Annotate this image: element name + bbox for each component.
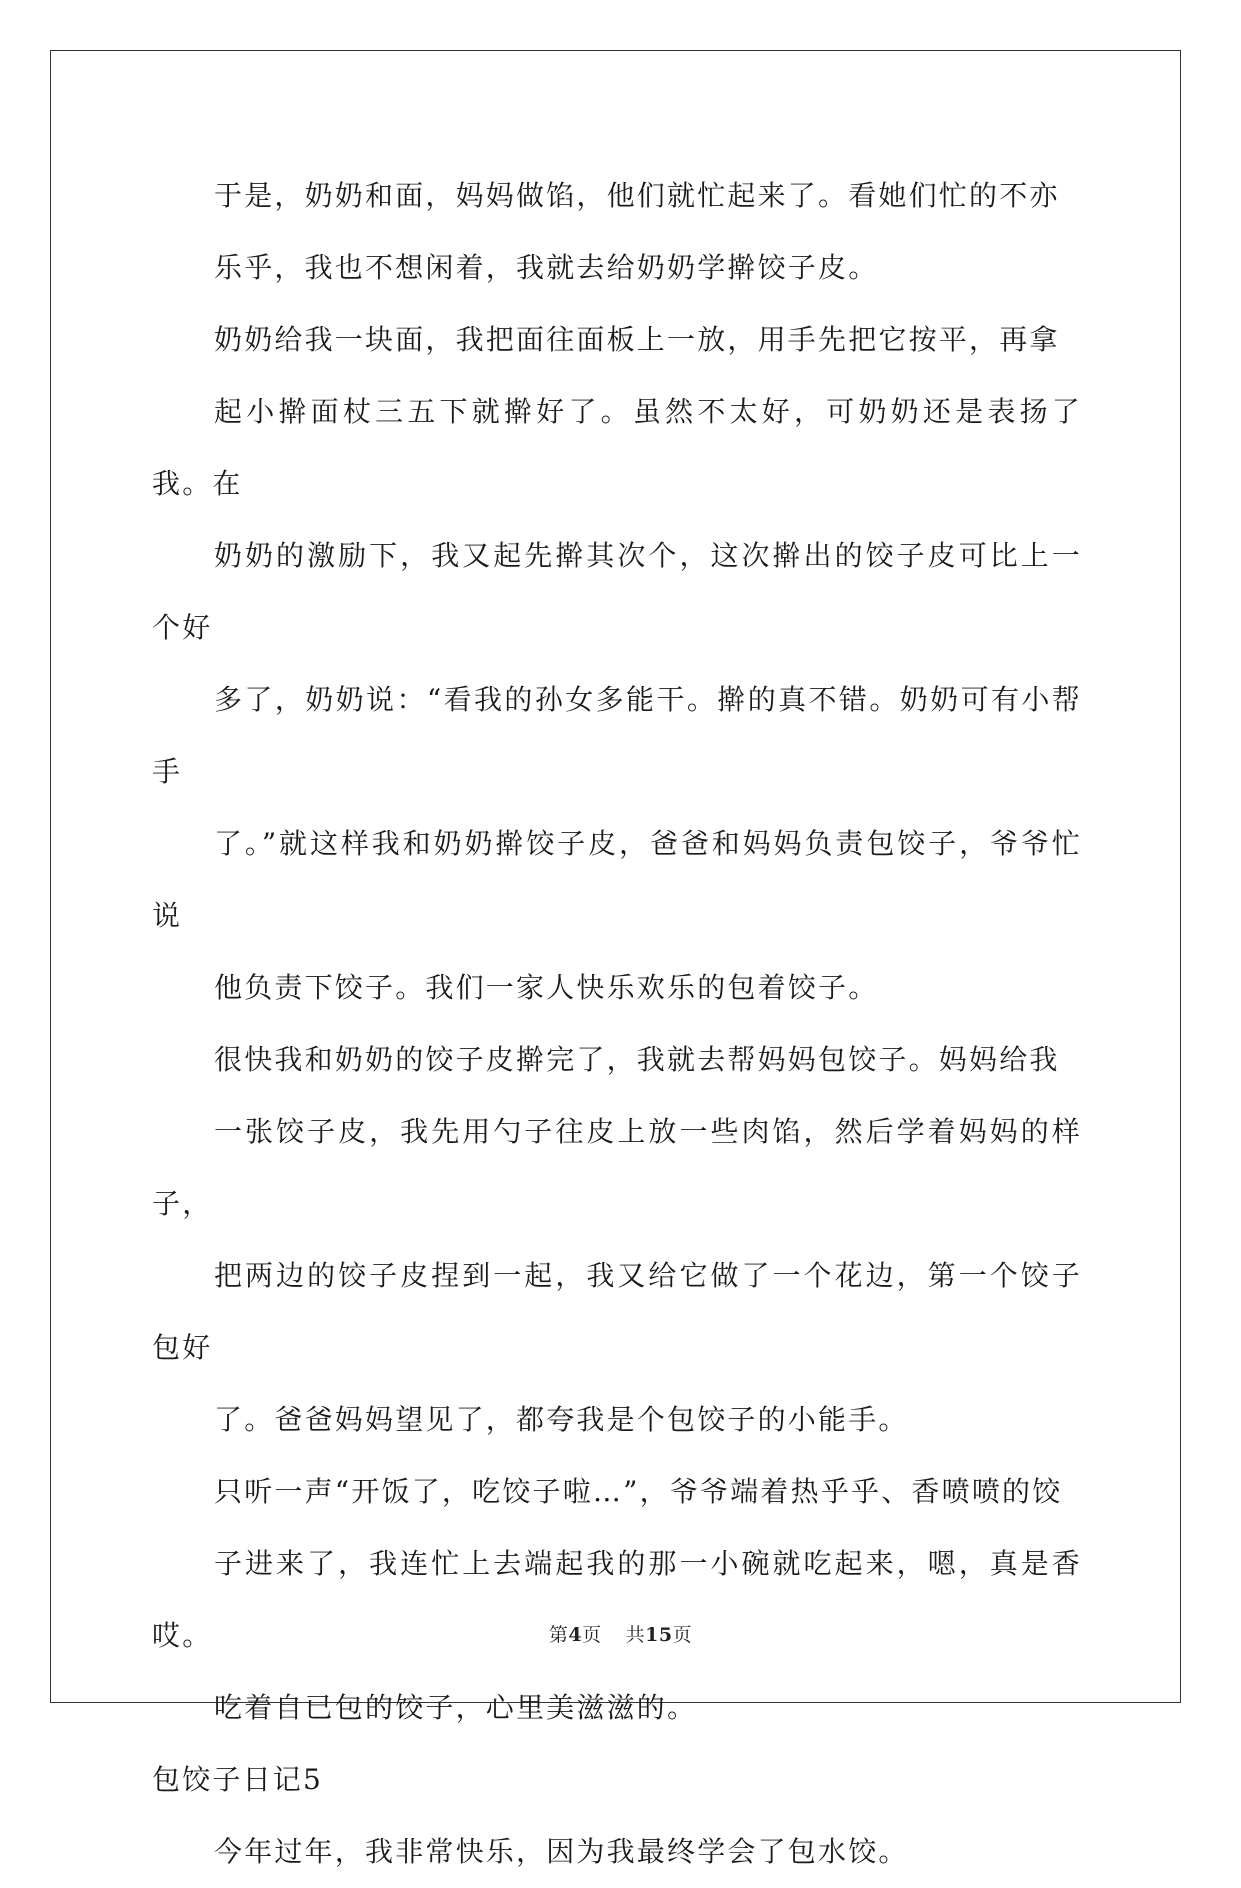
text-line: 子进来了，我连忙上去端起我的那一小碗就吃起来，嗯，真是香哎。 (152, 1547, 1082, 1652)
text-line: 多了，奶奶说：“看我的孙女多能干。擀的真不错。奶奶可有小帮手 (152, 683, 1082, 788)
footer-total-prefix: 共 (625, 1624, 646, 1646)
paragraph (152, 304, 1082, 1024)
text-line: 他负责下饺子。我们一家人快乐欢乐的包着饺子。 (214, 971, 879, 1004)
text-line: 把两边的饺子皮捏到一起，我又给它做了一个花边，第一个饺子包好 (152, 1259, 1082, 1364)
footer-total-suffix: 页 (672, 1624, 693, 1646)
section-heading: 包饺子日记5 (152, 1763, 324, 1796)
text-line: 了。爸爸妈妈望见了，都夸我是个包饺子的小能手。 (214, 1403, 909, 1436)
paragraph (152, 1024, 1082, 1456)
current-page-number: 4 (568, 1624, 583, 1646)
text-line: 一张饺子皮，我先用勺子往皮上放一些肉馅，然后学着妈妈的样子， (152, 1115, 1082, 1220)
text-line: 奶奶的激励下，我又起先擀其次个，这次擀出的饺子皮可比上一个好 (152, 539, 1082, 644)
paragraph (152, 1816, 1082, 1888)
page-footer (0, 1620, 1241, 1647)
text-line: 起小擀面杖三五下就擀好了。虽然不太好，可奶奶还是表扬了我。在 (152, 395, 1082, 500)
total-page-count: 15 (645, 1624, 673, 1646)
text-line: 很快我和奶奶的饺子皮擀完了，我就去帮妈妈包饺子。妈妈给我 (214, 1043, 1060, 1076)
text-line: 今年过年，我非常快乐，因为我最终学会了包水饺。 (214, 1835, 909, 1868)
paragraph (152, 160, 1082, 304)
text-line: 乐乎，我也不想闲着，我就去给奶奶学擀饺子皮。 (214, 251, 879, 284)
text-line: 奶奶给我一块面，我把面往面板上一放，用手先把它按平，再拿 (214, 323, 1060, 356)
text-line: 吃着自已包的饺子，心里美滋滋的。 (214, 1691, 698, 1724)
paragraph (152, 1456, 1082, 1744)
footer-prefix: 第 (548, 1624, 569, 1646)
text-line: 了。”就这样我和奶奶擀饺子皮，爸爸和妈妈负责包饺子，爷爷忙说 (152, 827, 1082, 932)
footer-page-suffix: 页 (582, 1624, 602, 1646)
text-line: 只听一声“开饭了，吃饺子啦…”，爷爷端着热乎乎、香喷喷的饺 (214, 1475, 1063, 1508)
text-line: 于是，奶奶和面，妈妈做馅，他们就忙起来了。看她们忙的不亦 (214, 179, 1060, 212)
